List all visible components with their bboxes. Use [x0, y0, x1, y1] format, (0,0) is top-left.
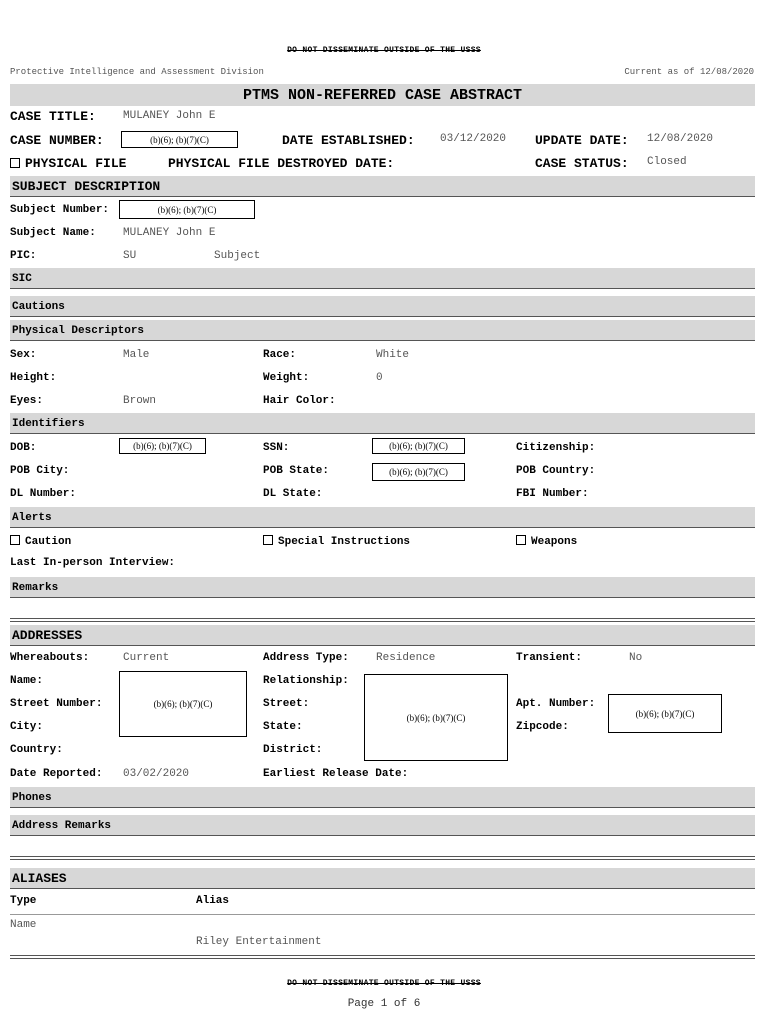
- subject-section-bar: [10, 176, 755, 197]
- dl-state-label: DL State:: [263, 488, 323, 500]
- address-remarks-title: Address Remarks: [12, 820, 112, 832]
- ssn-label: SSN:: [263, 442, 290, 454]
- last-interview-label: Last In-person Interview:: [10, 557, 176, 569]
- weapons-alert: [516, 535, 577, 548]
- citizenship-label: Citizenship:: [516, 442, 596, 454]
- physical-file-checkbox[interactable]: [10, 158, 20, 168]
- caution-checkbox[interactable]: [10, 535, 20, 545]
- alerts-bar: [10, 507, 755, 528]
- pic-value: Subject: [214, 250, 261, 262]
- current-as-of: Current as of 12/08/2020: [624, 67, 754, 77]
- subject-name-value: MULANEY John E: [123, 227, 216, 239]
- hair-color-label: Hair Color:: [263, 395, 336, 407]
- sic-title: SIC: [12, 273, 32, 285]
- subject-number-label: Subject Number:: [10, 204, 110, 216]
- aliases-section-title: ALIASES: [12, 871, 67, 886]
- address-redaction-middle: (b)(6); (b)(7)(C): [364, 674, 508, 761]
- divider: [10, 859, 755, 860]
- eyes-value: Brown: [123, 395, 157, 407]
- pic-label: PIC:: [10, 250, 37, 262]
- identifiers-title: Identifiers: [12, 418, 85, 430]
- cautions-title: Cautions: [12, 301, 65, 313]
- race-value: White: [376, 349, 410, 361]
- whereabouts-value: Current: [123, 652, 170, 664]
- address-type-label: Address Type:: [263, 652, 349, 664]
- transient-label: Transient:: [516, 652, 583, 664]
- update-date-value: 12/08/2020: [647, 133, 714, 145]
- divider: [10, 958, 755, 959]
- addresses-section-bar: [10, 625, 755, 646]
- weight-label: Weight:: [263, 372, 310, 384]
- divider: [10, 955, 755, 956]
- state-label: State:: [263, 721, 303, 733]
- country-label: Country:: [10, 744, 63, 756]
- dob-redaction: (b)(6); (b)(7)(C): [119, 438, 206, 454]
- relationship-label: Relationship:: [263, 675, 349, 687]
- race-label: Race:: [263, 349, 297, 361]
- aliases-section-bar: [10, 868, 755, 889]
- street-number-label: Street Number:: [10, 698, 103, 710]
- alerts-title: Alerts: [12, 512, 52, 524]
- sex-value: Male: [123, 349, 150, 361]
- address-remarks-bar: [10, 815, 755, 836]
- case-title-label: CASE TITLE:: [10, 109, 96, 124]
- remarks-bar: [10, 577, 755, 598]
- case-number-label: CASE NUMBER:: [10, 133, 104, 148]
- pic-code: SU: [123, 250, 137, 262]
- special-instructions-label: Special Instructions: [278, 536, 411, 548]
- address-type-value: Residence: [376, 652, 436, 664]
- dissemination-notice-top: DO NOT DISSEMINATE OUTSIDE OF THE USSS: [287, 46, 481, 55]
- phones-title: Phones: [12, 792, 52, 804]
- case-title-value: MULANEY John E: [123, 110, 216, 122]
- pob-state-redaction: (b)(6); (b)(7)(C): [372, 463, 465, 481]
- divider: [10, 621, 755, 622]
- divider: [10, 856, 755, 857]
- physical-descriptors-title: Physical Descriptors: [12, 325, 145, 337]
- sic-bar: [10, 268, 755, 289]
- date-reported-value: 03/02/2020: [123, 768, 190, 780]
- divider: [10, 618, 755, 619]
- alias-type-header: Type: [10, 895, 37, 907]
- height-label: Height:: [10, 372, 57, 384]
- page-number: Page 1 of 6: [347, 998, 421, 1010]
- page-title: PTMS NON-REFERRED CASE ABSTRACT: [242, 87, 523, 104]
- whereabouts-label: Whereabouts:: [10, 652, 90, 664]
- fbi-number-label: FBI Number:: [516, 488, 589, 500]
- cautions-bar: [10, 296, 755, 317]
- addresses-section-title: ADDRESSES: [12, 628, 83, 643]
- earliest-release-label: Earliest Release Date:: [263, 768, 409, 780]
- division-name: Protective Intelligence and Assessment Division: [10, 67, 264, 77]
- physical-descriptors-bar: [10, 320, 755, 341]
- subject-section-title: SUBJECT DESCRIPTION: [12, 179, 161, 194]
- date-reported-label: Date Reported:: [10, 768, 103, 780]
- date-established-label: DATE ESTABLISHED:: [282, 133, 415, 148]
- date-established-value: 03/12/2020: [440, 133, 507, 145]
- pob-city-label: POB City:: [10, 465, 70, 477]
- special-instructions-alert: [263, 535, 410, 548]
- zipcode-label: Zipcode:: [516, 721, 569, 733]
- district-label: District:: [263, 744, 323, 756]
- update-date-label: UPDATE DATE:: [535, 133, 629, 148]
- caution-label: Caution: [25, 536, 72, 548]
- street-label: Street:: [263, 698, 310, 710]
- case-status-value: Closed: [647, 156, 687, 168]
- dissemination-notice-bottom: DO NOT DISSEMINATE OUTSIDE OF THE USSS: [287, 979, 481, 988]
- subject-number-redaction: (b)(6); (b)(7)(C): [119, 200, 255, 219]
- subject-name-label: Subject Name:: [10, 227, 96, 239]
- pob-country-label: POB Country:: [516, 465, 596, 477]
- city-label: City:: [10, 721, 44, 733]
- title-bar: [10, 84, 755, 106]
- caution-alert: [10, 535, 71, 548]
- identifiers-bar: [10, 413, 755, 434]
- sex-label: Sex:: [10, 349, 37, 361]
- physical-file-label: PHYSICAL FILE: [25, 156, 127, 171]
- alias-row-value: Riley Entertainment: [196, 936, 322, 948]
- divider: [10, 914, 755, 915]
- pob-state-label: POB State:: [263, 465, 330, 477]
- apt-number-label: Apt. Number:: [516, 698, 596, 710]
- address-redaction-left: (b)(6); (b)(7)(C): [119, 671, 247, 737]
- physical-file-checkbox-row: [10, 156, 126, 171]
- weight-value: 0: [376, 372, 383, 384]
- dob-label: DOB:: [10, 442, 37, 454]
- ssn-redaction: (b)(6); (b)(7)(C): [372, 438, 465, 454]
- case-number-redaction: (b)(6); (b)(7)(C): [121, 131, 238, 148]
- alias-row-type: Name: [10, 919, 37, 931]
- address-name-label: Name:: [10, 675, 44, 687]
- special-instructions-checkbox[interactable]: [263, 535, 273, 545]
- case-status-label: CASE STATUS:: [535, 156, 629, 171]
- weapons-checkbox[interactable]: [516, 535, 526, 545]
- phones-bar: [10, 787, 755, 808]
- transient-value: No: [629, 652, 643, 664]
- dl-number-label: DL Number:: [10, 488, 77, 500]
- destroyed-date-label: PHYSICAL FILE DESTROYED DATE:: [168, 156, 395, 171]
- weapons-label: Weapons: [531, 536, 578, 548]
- remarks-title: Remarks: [12, 582, 59, 594]
- eyes-label: Eyes:: [10, 395, 44, 407]
- alias-header: Alias: [196, 895, 230, 907]
- address-redaction-right: (b)(6); (b)(7)(C): [608, 694, 722, 733]
